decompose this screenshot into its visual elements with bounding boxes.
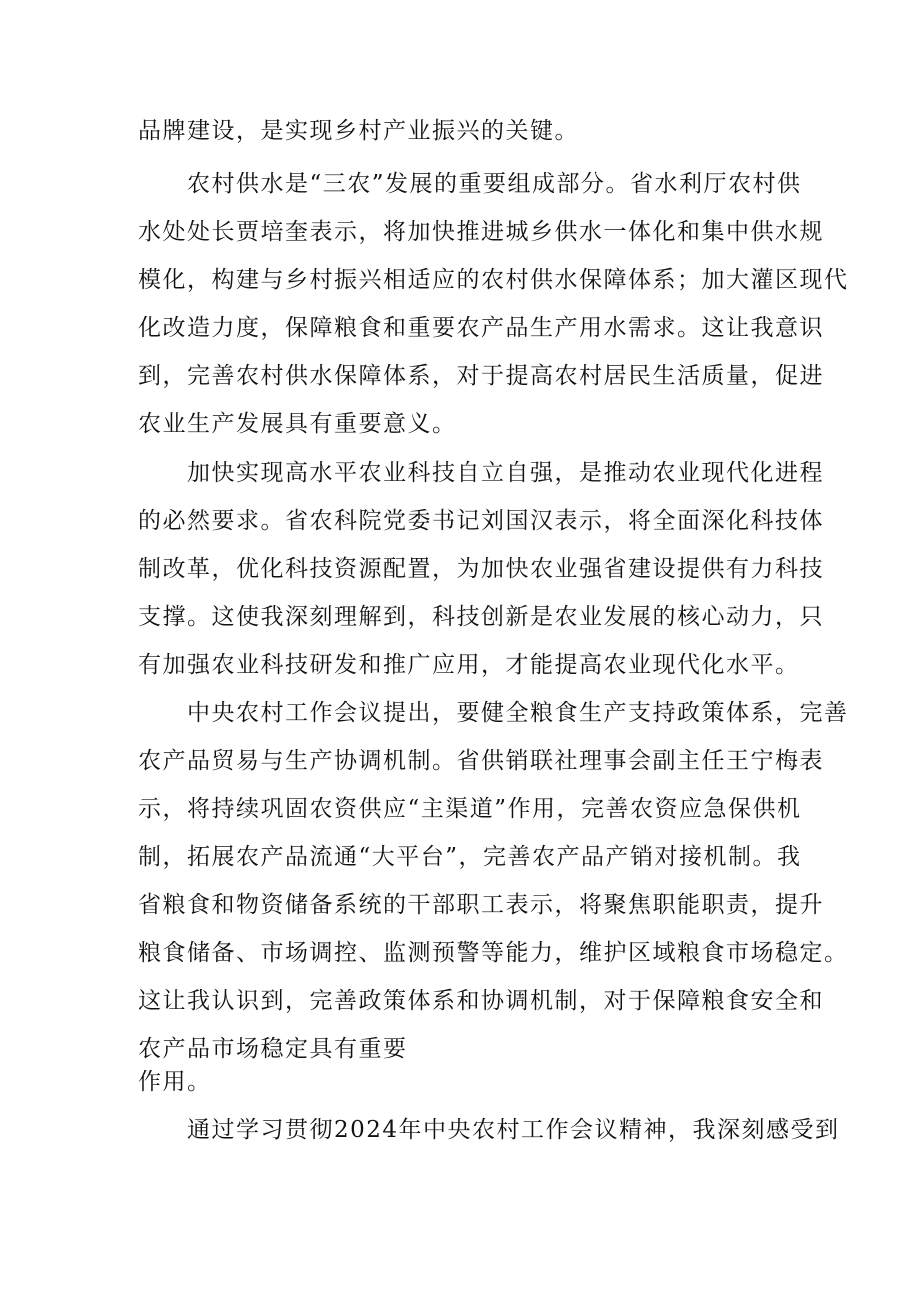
text-line: 制改革，优化科技资源配置，为加快农业强省建设提供有力科技	[138, 556, 824, 582]
text-line: 农产品贸易与生产协调机制。省供销联社理事会副主任王宁梅表	[138, 748, 824, 774]
text-line: 到，完善农村供水保障体系，对于提高农村居民生活质量，促进	[138, 363, 824, 389]
text-line: 化改造力度，保障粮食和重要农产品生产用水需求。这让我意识	[138, 315, 824, 341]
text-line: 模化，构建与乡村振兴相适应的农村供水保障体系；加大灌区现代	[138, 267, 849, 293]
text-line: 作用。	[138, 1069, 212, 1095]
text-line: 这让我认识到，完善政策体系和协调机制，对于保障粮食安全和	[138, 988, 824, 1014]
text-line: 的必然要求。省农科院党委书记刘国汉表示，将全面深化科技体	[138, 508, 824, 534]
text-line: 省粮食和物资储备系统的干部职工表示，将聚焦职能职责，提升	[138, 892, 824, 918]
text-line: 示，将持续巩固农资供应“主渠道”作用，完善农资应急保供机	[138, 796, 802, 822]
text-line: 品牌建设，是实现乡村产业振兴的关键。	[138, 118, 579, 144]
text-line: 农业生产发展具有重要意义。	[138, 411, 457, 437]
text-line: 制，拓展农产品流通“大平台”，完善农产品产销对接机制。我	[138, 844, 802, 870]
text-line: 支撑。这使我深刻理解到，科技创新是农业发展的核心动力，只	[138, 604, 824, 630]
text-line: 农产品市场稳定具有重要	[138, 1036, 408, 1062]
paragraph-first-line: 农村供水是“三农”发展的重要组成部分。省水利厅农村供	[187, 171, 802, 197]
text-line: 水处处长贾培奎表示，将加快推进城乡供水一体化和集中供水规	[138, 219, 824, 245]
paragraph-first-line: 加快实现高水平农业科技自立自强，是推动农业现代化进程	[187, 460, 824, 486]
text-line: 有加强农业科技研发和推广应用，才能提高农业现代化水平。	[138, 652, 800, 678]
paragraph-first-line: 中央农村工作会议提出，要健全粮食生产支持政策体系，完善	[187, 700, 849, 726]
paragraph-first-line: 通过学习贯彻2024年中央农村工作会议精神，我深刻感受到	[187, 1117, 840, 1143]
text-line: 粮食储备、市场调控、监测预警等能力，维护区域粮食市场稳定。	[138, 940, 849, 966]
